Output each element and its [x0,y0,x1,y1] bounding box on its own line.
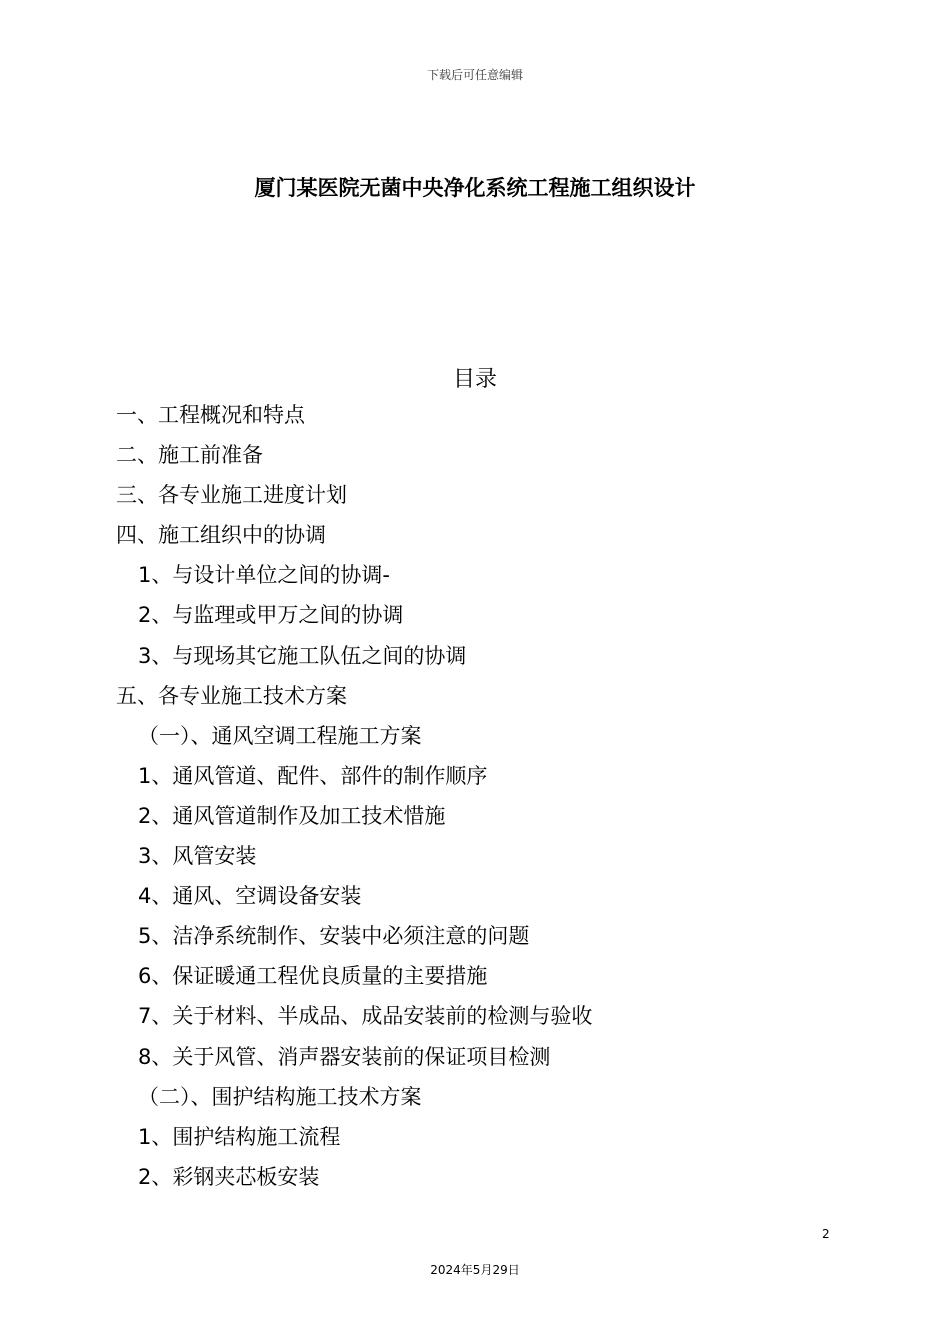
toc-subitem[interactable]: 2、通风管道制作及加工技术惜施 [138,803,446,828]
header-note: 下载后可任意编辑 [426,68,523,82]
toc-item[interactable]: 五、各专业施工技术方案 [116,683,347,708]
toc-heading: 目录 [452,367,497,392]
page-number: 2 [822,1227,830,1241]
toc-subitem[interactable]: 1、通风管道、配件、部件的制作顺序 [138,763,488,788]
toc-subitem[interactable]: 7、关于材料、半成品、成品安装前的检测与验收 [138,1004,593,1029]
document-title: 厦门某医院无菌中央净化系统工程施工组织设计 [254,176,696,200]
toc-subitem[interactable]: 4、通风、空调设备安装 [138,884,362,909]
toc-subitem[interactable]: 2、与监理或甲万之间的协调 [138,603,404,628]
toc-subitem[interactable]: 5、洁净系统制作、安装中必须注意的问题 [138,924,530,949]
toc-item[interactable]: 二、施工前准备 [116,443,263,468]
toc-subitem[interactable]: 1、围护结构施工流程 [138,1124,341,1149]
toc-item[interactable]: 一、工程概况和特点 [116,403,305,427]
toc-subsection[interactable]: （二）、围护结构施工技术方案 [138,1084,422,1109]
toc-subitem[interactable]: 3、风管安装 [138,844,257,869]
toc-item[interactable]: 三、各专业施工进度计划 [116,483,347,508]
toc-subitem[interactable]: 1、与设计单位之间的协调- [138,563,390,588]
toc-item[interactable]: 四、施工组织中的协调 [116,523,326,548]
toc-subitem[interactable]: 8、关于风管、消声器安装前的保证项目检测 [138,1044,551,1069]
toc-subitem[interactable]: 6、保证暖通工程优良质量的主要措施 [138,964,488,989]
footer-date: 2024年5月29日 [430,1263,520,1277]
table-of-contents [0,400,950,1202]
toc-subitem[interactable]: 2、彩钢夹芯板安装 [138,1164,320,1189]
toc-subitem[interactable]: 3、与现场其它施工队伍之间的协调 [138,643,467,668]
toc-subsection[interactable]: （一）、通风空调工程施工方案 [138,723,422,748]
